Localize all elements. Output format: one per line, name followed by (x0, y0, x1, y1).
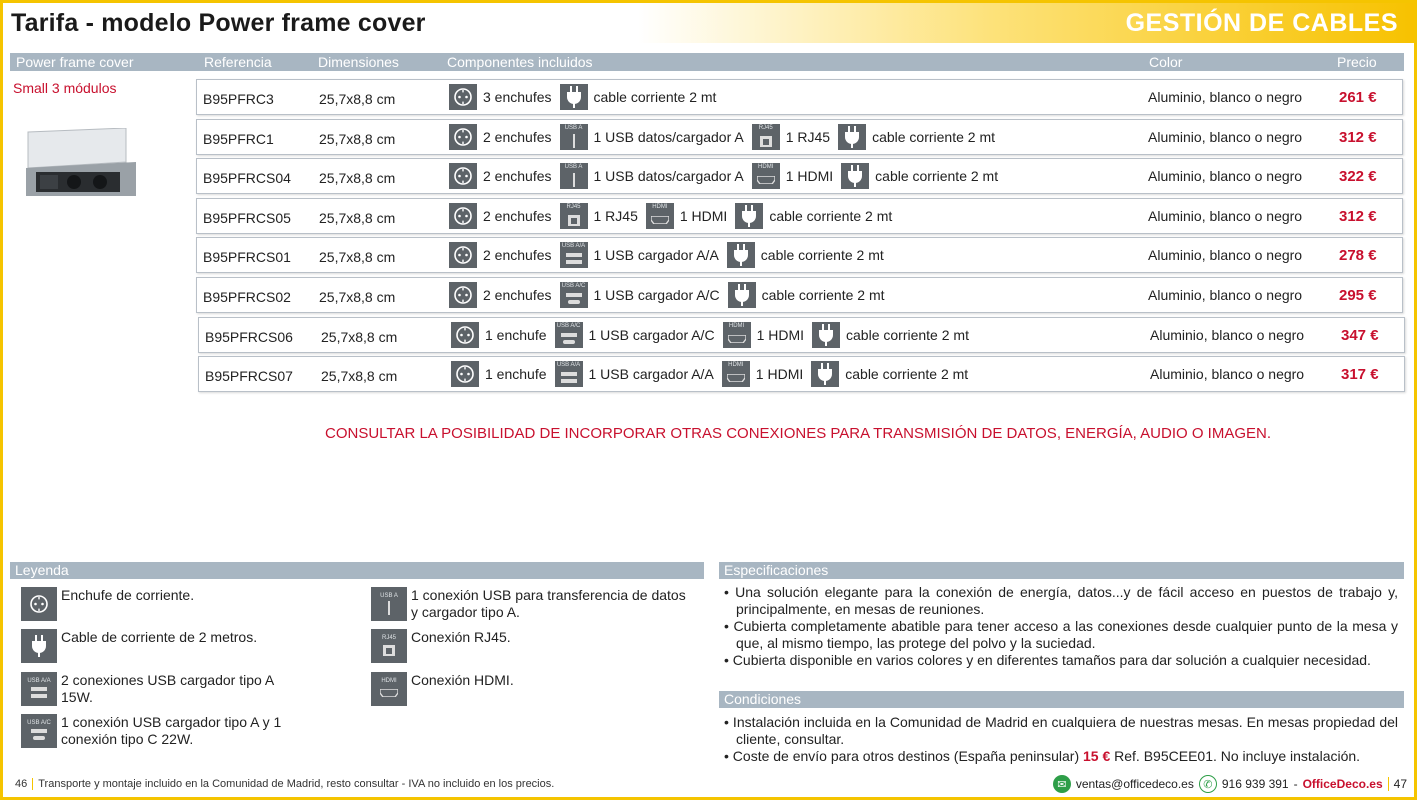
usb-ac-icon (555, 322, 583, 348)
component-label: cable corriente 2 mt (872, 129, 996, 145)
row-color: Aluminio, blanco o negro (1148, 247, 1303, 263)
legend-item (21, 629, 341, 669)
component-label: 1 RJ45 (785, 129, 831, 145)
component-label: 1 HDMI (756, 327, 805, 343)
usb-aa-icon (555, 361, 583, 387)
component-label: 1 USB cargador A/A (593, 247, 719, 263)
usb-a-icon (560, 163, 588, 189)
component-label: 1 RJ45 (593, 208, 638, 224)
col-components: Componentes incluidos (447, 54, 593, 70)
icon-label: USB A/A (561, 243, 586, 249)
icon-label: HDMI (381, 678, 397, 684)
row-price: 312 € (1339, 208, 1377, 225)
page-number-left: 46 (15, 778, 33, 790)
hdmi-icon (371, 672, 407, 706)
row-color: Aluminio, blanco o negro (1150, 327, 1305, 343)
row-dimensions: 25,7x8,8 cm (319, 91, 396, 107)
table-row (196, 198, 1403, 234)
row-dimensions: 25,7x8,8 cm (319, 210, 396, 226)
row-price: 317 € (1341, 366, 1379, 383)
row-reference: B95PFRCS02 (203, 289, 291, 305)
page-number-right: 47 (1388, 777, 1407, 791)
socket-icon (449, 282, 477, 308)
phone-icon: ✆ (1199, 775, 1217, 793)
icon-label: USB A (380, 593, 398, 599)
icon-label: USB A/C (561, 283, 586, 289)
socket-icon (449, 84, 477, 110)
socket-icon (451, 361, 479, 387)
legend-item (21, 714, 341, 754)
condition-item: • Instalación incluida en la Comunidad de Madrid en cualquiera de nuestras mesas. En mesas propiedad del cliente, consultar. (724, 714, 1398, 747)
page-header (3, 3, 1414, 43)
legend-text: 1 conexión USB para transferencia de datos y cargador tipo A. (411, 587, 686, 620)
component-label: 1 USB datos/cargador A (593, 129, 744, 145)
row-components (451, 322, 973, 348)
row-dimensions: 25,7x8,8 cm (319, 249, 396, 265)
component-label: 1 HDMI (755, 366, 804, 382)
table-row (196, 158, 1403, 194)
row-price: 261 € (1339, 89, 1377, 106)
specs-title: Especificaciones (719, 562, 1404, 579)
component-label: 1 HDMI (679, 208, 728, 224)
row-components (451, 361, 972, 387)
table-row (196, 237, 1403, 273)
icon-label: HDMI (652, 204, 668, 210)
table-row (196, 119, 1403, 155)
icon-label: USB A/C (27, 720, 51, 726)
row-color: Aluminio, blanco o negro (1150, 366, 1305, 382)
row-price: 278 € (1339, 247, 1377, 264)
plug-icon (811, 361, 839, 387)
legend-text: Enchufe de corriente. (61, 587, 195, 603)
row-price: 312 € (1339, 129, 1377, 146)
separator: - (1293, 777, 1298, 791)
component-label: 1 enchufe (485, 366, 547, 382)
component-label: cable corriente 2 mt (761, 287, 885, 303)
plug-icon (841, 163, 869, 189)
row-price: 322 € (1339, 168, 1377, 185)
condition-item (724, 748, 1398, 765)
icon-label: USB A/C (556, 323, 581, 329)
rj45-icon (752, 124, 780, 150)
legend-title: Leyenda (10, 562, 704, 579)
legend-text: Conexión RJ45. (411, 629, 511, 645)
row-reference: B95PFRCS07 (205, 368, 293, 384)
email-icon: ✉ (1053, 775, 1071, 793)
component-label: 1 USB datos/cargador A (593, 168, 744, 184)
conditions-list (724, 714, 1398, 765)
icon-label: HDMI (728, 362, 744, 368)
table-row (196, 277, 1403, 313)
rj45-icon (371, 629, 407, 663)
socket-icon (449, 163, 477, 189)
hdmi-icon (752, 163, 780, 189)
col-dimensions: Dimensiones (318, 54, 399, 70)
component-label: 3 enchufes (483, 89, 552, 105)
condition-text: • Coste de envío para otros destinos (España peninsular) (724, 748, 1083, 764)
row-dimensions: 25,7x8,8 cm (321, 329, 398, 345)
spec-item: • Una solución elegante para la conexión de energía, datos...y de fácil acceso en puestos de trabajo y, principalmente, en mesas de reuniones. (724, 584, 1398, 617)
legend-text: Cable de corriente de 2 metros. (61, 629, 258, 645)
icon-label: USB A/A (556, 362, 581, 368)
legend-item (371, 629, 691, 669)
brand-link[interactable]: OfficeDeco.es (1302, 777, 1383, 791)
component-label: 2 enchufes (483, 287, 552, 303)
row-components (449, 124, 999, 150)
socket-icon (449, 242, 477, 268)
rj45-icon (560, 203, 588, 229)
footer-text: Transporte y montaje incluido en la Comunidad de Madrid, resto consultar - IVA no incluido en los precios. (38, 778, 555, 790)
col-price: Precio (1337, 54, 1377, 70)
email-link[interactable]: ventas@officedeco.es (1075, 777, 1194, 791)
icon-label: USB A (564, 164, 583, 170)
component-label: 1 USB cargador A/C (593, 287, 720, 303)
legend-text: Conexión HDMI. (411, 672, 514, 688)
specs-list (724, 584, 1398, 669)
legend-item (371, 672, 691, 712)
component-label: cable corriente 2 mt (845, 366, 969, 382)
spec-item: • Cubierta completamente abatible para tener acceso a las conexiones desde cualquier punto de la mesa y que, al mismo tiempo, las protege del polvo y la suciedad. (724, 618, 1398, 651)
plug-icon (560, 84, 588, 110)
component-label: 1 enchufe (485, 327, 547, 343)
row-color: Aluminio, blanco o negro (1148, 168, 1303, 184)
plug-icon (812, 322, 840, 348)
phone-number[interactable]: 916 939 391 (1221, 777, 1289, 791)
row-reference: B95PFRC3 (203, 91, 274, 107)
usb-aa-icon (21, 672, 57, 706)
legend-item (21, 587, 341, 627)
table-header (10, 53, 1404, 71)
icon-label: USB A/A (27, 678, 51, 684)
usb-ac-icon (560, 282, 588, 308)
row-reference: B95PFRCS04 (203, 170, 291, 186)
col-product: Power frame cover (16, 54, 134, 70)
row-dimensions: 25,7x8,8 cm (319, 289, 396, 305)
col-color: Color (1149, 54, 1183, 70)
component-label: 1 USB cargador A/C (588, 327, 715, 343)
usb-ac-icon (21, 714, 57, 748)
legend-text: 1 conexión USB cargador tipo A y 1 conexión tipo C 22W. (61, 714, 282, 747)
component-label: 2 enchufes (483, 208, 552, 224)
hdmi-icon (722, 361, 750, 387)
row-reference: B95PFRCS06 (205, 329, 293, 345)
icon-label: RJ45 (758, 125, 773, 131)
shipping-price: 15 € (1083, 748, 1111, 764)
contact-info (1053, 775, 1407, 793)
plug-icon (838, 124, 866, 150)
product-size-label: Small 3 módulos (13, 80, 117, 96)
table-row (198, 317, 1405, 353)
notice-text: CONSULTAR LA POSIBILIDAD DE INCORPORAR OTRAS CONEXIONES PARA TRANSMISIÓN DE DATOS, ENERGÍA, AUDIO O IMAGEN. (325, 425, 1272, 442)
hdmi-icon (723, 322, 751, 348)
section-title: GESTIÓN DE CABLES (1125, 9, 1398, 37)
conditions-title: Condiciones (719, 691, 1404, 708)
row-reference: B95PFRCS05 (203, 210, 291, 226)
component-label: 2 enchufes (483, 247, 552, 263)
col-reference: Referencia (204, 54, 272, 70)
icon-label: RJ45 (566, 204, 581, 210)
row-color: Aluminio, blanco o negro (1148, 129, 1303, 145)
component-label: cable corriente 2 mt (593, 89, 717, 105)
socket-icon (451, 322, 479, 348)
component-label: cable corriente 2 mt (875, 168, 999, 184)
icon-label: HDMI (758, 164, 774, 170)
row-components (449, 242, 888, 268)
page-title: Tarifa - modelo Power frame cover (11, 9, 426, 37)
row-reference: B95PFRC1 (203, 131, 274, 147)
socket-icon (449, 203, 477, 229)
footer (15, 778, 554, 790)
plug-icon (735, 203, 763, 229)
row-reference: B95PFRCS01 (203, 249, 291, 265)
component-label: cable corriente 2 mt (769, 208, 893, 224)
row-components (449, 282, 889, 308)
plug-icon (727, 242, 755, 268)
row-dimensions: 25,7x8,8 cm (321, 368, 398, 384)
row-price: 295 € (1339, 287, 1377, 304)
table-row (196, 79, 1403, 115)
icon-label: RJ45 (381, 635, 396, 641)
row-components (449, 203, 896, 229)
legend-item (371, 587, 691, 627)
row-dimensions: 25,7x8,8 cm (319, 131, 396, 147)
component-label: cable corriente 2 mt (760, 247, 884, 263)
icon-label: HDMI (728, 323, 745, 329)
row-color: Aluminio, blanco o negro (1148, 89, 1303, 105)
table-row (198, 356, 1405, 392)
usb-aa-icon (560, 242, 588, 268)
condition-text: Ref. B95CEE01. No incluye instalación. (1110, 748, 1361, 764)
component-label: 1 HDMI (785, 168, 834, 184)
row-components (449, 163, 1002, 189)
icon-label: USB A (564, 125, 583, 131)
row-price: 347 € (1341, 327, 1379, 344)
row-color: Aluminio, blanco o negro (1148, 287, 1303, 303)
component-label: cable corriente 2 mt (846, 327, 969, 343)
row-color: Aluminio, blanco o negro (1148, 208, 1303, 224)
legend-item (21, 672, 341, 712)
row-dimensions: 25,7x8,8 cm (319, 170, 396, 186)
socket-icon (21, 587, 57, 621)
plug-icon (21, 629, 57, 663)
spec-item: • Cubierta disponible en varios colores y en diferentes tamaños para dar solución a cualquier necesidad. (724, 652, 1371, 668)
plug-icon (728, 282, 756, 308)
component-label: 2 enchufes (483, 129, 552, 145)
usb-a-icon (560, 124, 588, 150)
legend-text: 2 conexiones USB cargador tipo A 15W. (61, 672, 274, 705)
component-label: 2 enchufes (483, 168, 552, 184)
component-label: 1 USB cargador A/A (588, 366, 714, 382)
row-components (449, 84, 720, 110)
socket-icon (449, 124, 477, 150)
product-image (24, 128, 140, 198)
usb-a-icon (371, 587, 407, 621)
hdmi-icon (646, 203, 674, 229)
